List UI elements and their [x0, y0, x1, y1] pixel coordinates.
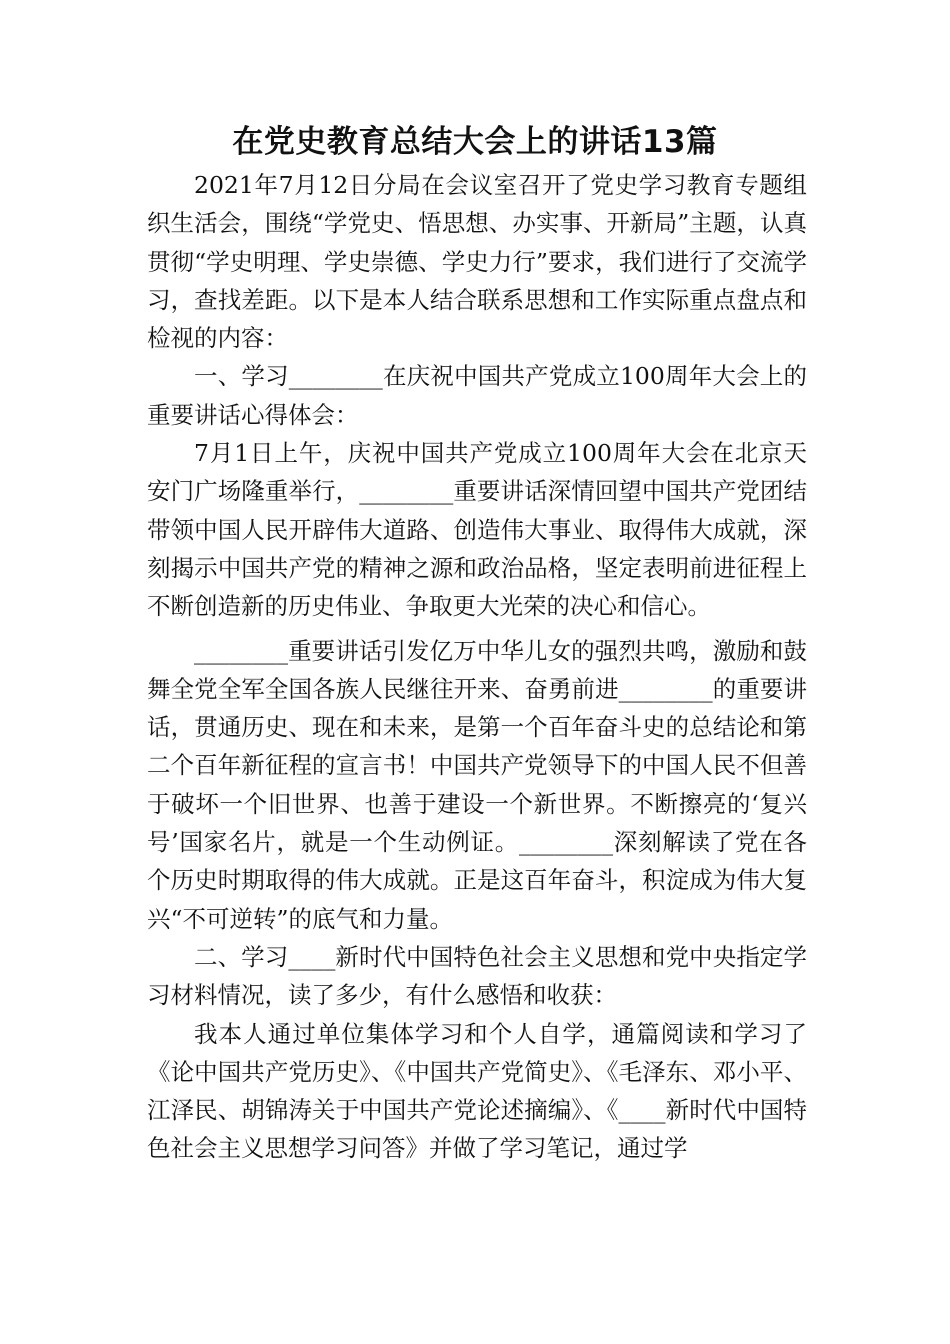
- paragraph-study-materials: 我本人通过单位集体学习和个人自学，通篇阅读和学习了《论中国共产党历史》、《中国共产党简史》、《毛泽东、邓小平、江泽民、胡锦涛关于中国共产党论述摘编》、《____新时代中国特色社会主义思想学习问答》并做了学习笔记，通过学: [147, 1019, 807, 1163]
- document-body: [147, 166, 807, 1168]
- paragraph-section-two-heading: 二、学习____新时代中国特色社会主义思想和党中央指定学习材料情况，读了多少，有什么感悟和收获：: [147, 942, 807, 1010]
- paragraph-intro: 2021年7月12日分局在会议室召开了党史学习教育专题组织生活会，围绕“学党史、悟思想、办实事、开新局”主题，认真贯彻“学史明理、学史崇德、学史力行”要求，我们进行了交流学习，查找差距。以下是本人结合联系思想和工作实际重点盘点和检视的内容：: [147, 171, 807, 353]
- paragraph-july-first: 7月1日上午，庆祝中国共产党成立100周年大会在北京天安门广场隆重举行，________重要讲话深情回望中国共产党团结带领中国人民开辟伟大道路、创造伟大事业、取得伟大成就，深刻揭示中国共产党的精神之源和政治品格，坚定表明前进征程上不断创造新的历史伟业、争取更大光荣的决心和信心。: [147, 439, 807, 621]
- document-title: 在党史教育总结大会上的讲话13篇: [232, 124, 718, 160]
- paragraph-section-one-heading: 一、学习________在庆祝中国共产党成立100周年大会上的重要讲话心得体会：: [147, 362, 807, 429]
- paragraph-speech-resonance: ________重要讲话引发亿万中华儿女的强烈共鸣，激励和鼓舞全党全军全国各族人民继往开来、奋勇前进________的重要讲话，贯通历史、现在和未来，是第一个百年奋斗史的总结论和第二个百年新征程的宣言书！中国共产党领导下的中国人民不但善于破坏一个旧世界、也善于建设一个新世界。不断擦亮的‘复兴号’国家名片，就是一个生动例证。________深刻解读了党在各个历史时期取得的伟大成就。正是这百年奋斗，积淀成为伟大复兴“不可逆转”的底气和力量。: [147, 636, 807, 933]
